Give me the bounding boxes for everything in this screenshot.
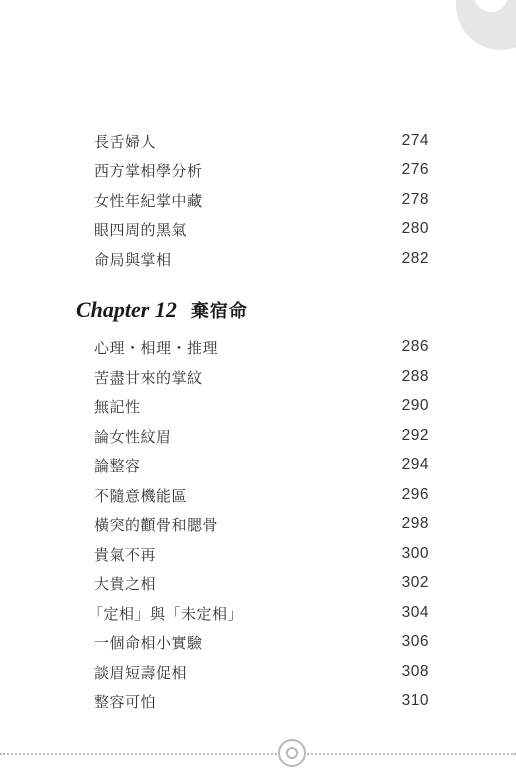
toc-entry-title: 女性年紀掌中藏: [94, 191, 203, 210]
toc-entry-title: 「定相」與「未定相」: [88, 604, 244, 623]
chapter-number: Chapter 12: [76, 297, 177, 322]
toc-entry[interactable]: [94, 484, 429, 506]
toc-entry-title: 眼四周的黑氣: [94, 220, 188, 239]
chapter-heading: [76, 297, 248, 323]
toc-entry[interactable]: [94, 130, 429, 152]
toc-entry-page: 308: [401, 663, 429, 680]
toc-entry[interactable]: [94, 395, 429, 417]
toc-entry-title: 論整容: [94, 456, 141, 475]
toc-entry-title: 論女性紋眉: [94, 427, 172, 446]
footer-dotted-divider: [0, 753, 516, 755]
toc-entry[interactable]: [94, 690, 429, 712]
toc-entry-title: 橫突的顴骨和腮骨: [94, 515, 219, 534]
toc-entry[interactable]: [94, 366, 429, 388]
toc-entry[interactable]: [94, 425, 429, 447]
chapter-title: 棄宿命: [190, 301, 248, 322]
toc-entry[interactable]: [94, 218, 429, 240]
toc-entry-title: 無記性: [94, 397, 141, 416]
toc-entry-page: 288: [401, 368, 429, 385]
toc-entry-page: 304: [401, 604, 429, 621]
toc-entry-page: 302: [401, 574, 429, 591]
toc-entry[interactable]: [94, 336, 429, 358]
toc-entry[interactable]: [94, 159, 429, 181]
toc-entry-title: 命局與掌相: [94, 250, 172, 269]
toc-entry[interactable]: [94, 661, 429, 683]
toc-entry-page: 296: [401, 486, 429, 503]
toc-entry[interactable]: [94, 631, 429, 653]
toc-entry-page: 300: [401, 545, 429, 562]
toc-entry-title: 整容可怕: [94, 692, 157, 711]
toc-entry-page: 278: [401, 191, 429, 208]
toc-entry-title: 西方掌相學分析: [94, 161, 203, 180]
toc-entry[interactable]: [94, 572, 429, 594]
toc-entry-page: 310: [401, 692, 429, 709]
toc-entry-page: 282: [401, 250, 429, 267]
toc-entry-title: 長舌婦人: [94, 132, 157, 151]
toc-entry-title: 大貴之相: [94, 574, 157, 593]
toc-entry-page: 280: [401, 220, 429, 237]
toc-entry[interactable]: [94, 454, 429, 476]
toc-entry-page: 292: [401, 427, 429, 444]
toc-entry-title: 苦盡甘來的掌紋: [94, 368, 203, 387]
footer-circle-icon: [278, 739, 306, 767]
toc-entry-page: 294: [401, 456, 429, 473]
toc-entry[interactable]: [94, 248, 429, 270]
toc-entry-title: 不隨意機能區: [94, 486, 188, 505]
toc-entry-page: 286: [401, 338, 429, 355]
toc-entry-title: 談眉短壽促相: [94, 663, 188, 682]
toc-entry-page: 298: [401, 515, 429, 532]
toc-entry[interactable]: [94, 189, 429, 211]
toc-entry-title: 貴氣不再: [94, 545, 157, 564]
toc-entry-page: 290: [401, 397, 429, 414]
toc-entry-title: 心理・相理・推理: [94, 338, 219, 357]
toc-entry-page: 306: [401, 633, 429, 650]
toc-entry[interactable]: [94, 513, 429, 535]
toc-entry[interactable]: [94, 543, 429, 565]
toc-entry-page: 276: [401, 161, 429, 178]
toc-entry[interactable]: [88, 602, 429, 624]
toc-entry-title: 一個命相小實驗: [94, 633, 203, 652]
toc-entry-page: 274: [401, 132, 429, 149]
